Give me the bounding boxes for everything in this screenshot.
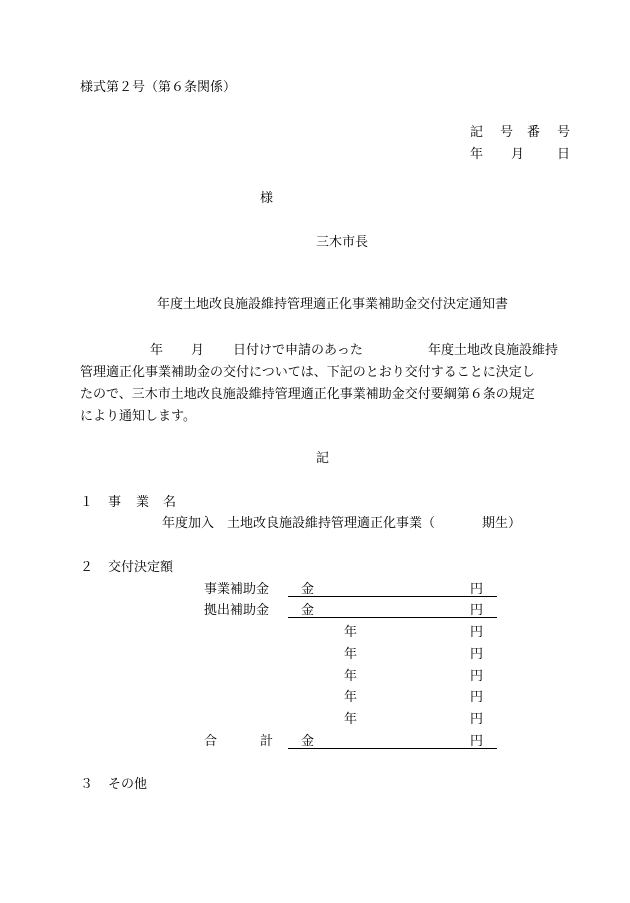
ref-label-go2: 号 — [557, 125, 571, 140]
amount-label-business: 事業補助金 — [204, 582, 270, 597]
total-label-b: 計 — [260, 734, 274, 749]
body-line-1 — [80, 340, 570, 362]
ref-label-ban: 番 — [527, 125, 541, 140]
body-paragraph — [80, 340, 570, 428]
year-row-1-yen: 円 — [470, 625, 484, 640]
amount-label-contribution: 拠出補助金 — [204, 603, 270, 618]
date-month: 月 — [511, 147, 525, 162]
amount-yen-contribution: 円 — [470, 603, 484, 618]
body-line-4: により通知します。 — [80, 409, 196, 424]
amount-kin-business: 金 — [301, 582, 315, 597]
addressee-honorific: 様 — [260, 191, 274, 206]
body-month: 月 — [191, 343, 205, 358]
year-row-3-year: 年 — [344, 669, 358, 684]
ref-label-go: 号 — [500, 125, 514, 140]
form-number: 様式第２号（第６条関係） — [80, 80, 237, 95]
year-row-3-yen: 円 — [470, 669, 484, 684]
date-year: 年 — [470, 147, 484, 162]
amount-kin-contribution: 金 — [301, 603, 315, 618]
total-label-a: 合 — [204, 734, 218, 749]
amount-underline-business — [288, 596, 497, 597]
year-row-5-yen: 円 — [470, 712, 484, 727]
section-1-heading-char-2: 業 — [136, 495, 150, 510]
body-applied-text: 日付けで申請のあった — [233, 343, 363, 358]
section-1-term: 期生） — [482, 516, 522, 531]
total-underline — [288, 748, 497, 749]
body-line-3: たので、三木市土地改良施設維持管理適正化事業補助金交付要綱第６条の規定 — [80, 387, 535, 402]
body-year: 年 — [150, 343, 164, 358]
section-3-number: ３ — [80, 777, 94, 792]
section-1-heading-char-1: 事 — [108, 495, 122, 510]
year-row-4-year: 年 — [344, 690, 358, 705]
year-row-1-year: 年 — [344, 625, 358, 640]
date-day: 日 — [557, 147, 571, 162]
year-row-2-yen: 円 — [470, 647, 484, 662]
year-row-5-year: 年 — [344, 712, 358, 727]
section-2-number: ２ — [80, 560, 94, 575]
section-1-heading-char-3: 名 — [163, 495, 177, 510]
section-3-heading: その他 — [108, 777, 148, 792]
document-title: 年度土地改良施設維持管理適正化事業補助金交付決定通知書 — [157, 297, 509, 312]
total-yen: 円 — [470, 734, 484, 749]
year-row-2-year: 年 — [344, 647, 358, 662]
amount-underline-contribution — [288, 617, 497, 618]
year-row-4-yen: 円 — [470, 690, 484, 705]
ref-label-ki: 記 — [470, 125, 484, 140]
total-kin: 金 — [301, 734, 315, 749]
section-2-heading: 交付決定額 — [108, 560, 174, 575]
section-1-number: １ — [80, 495, 94, 510]
sender-name: 三木市長 — [316, 235, 369, 250]
body-fiscal-text: 年度土地改良施設維持 — [428, 343, 559, 358]
body-line-2: 管理適正化事業補助金の交付については、下記のとおり交付することに決定し — [80, 365, 535, 380]
amount-yen-business: 円 — [470, 582, 484, 597]
section-1-value: 年度加入 土地改良施設維持管理適正化事業（ — [162, 516, 436, 531]
ki-heading: 記 — [316, 451, 330, 466]
